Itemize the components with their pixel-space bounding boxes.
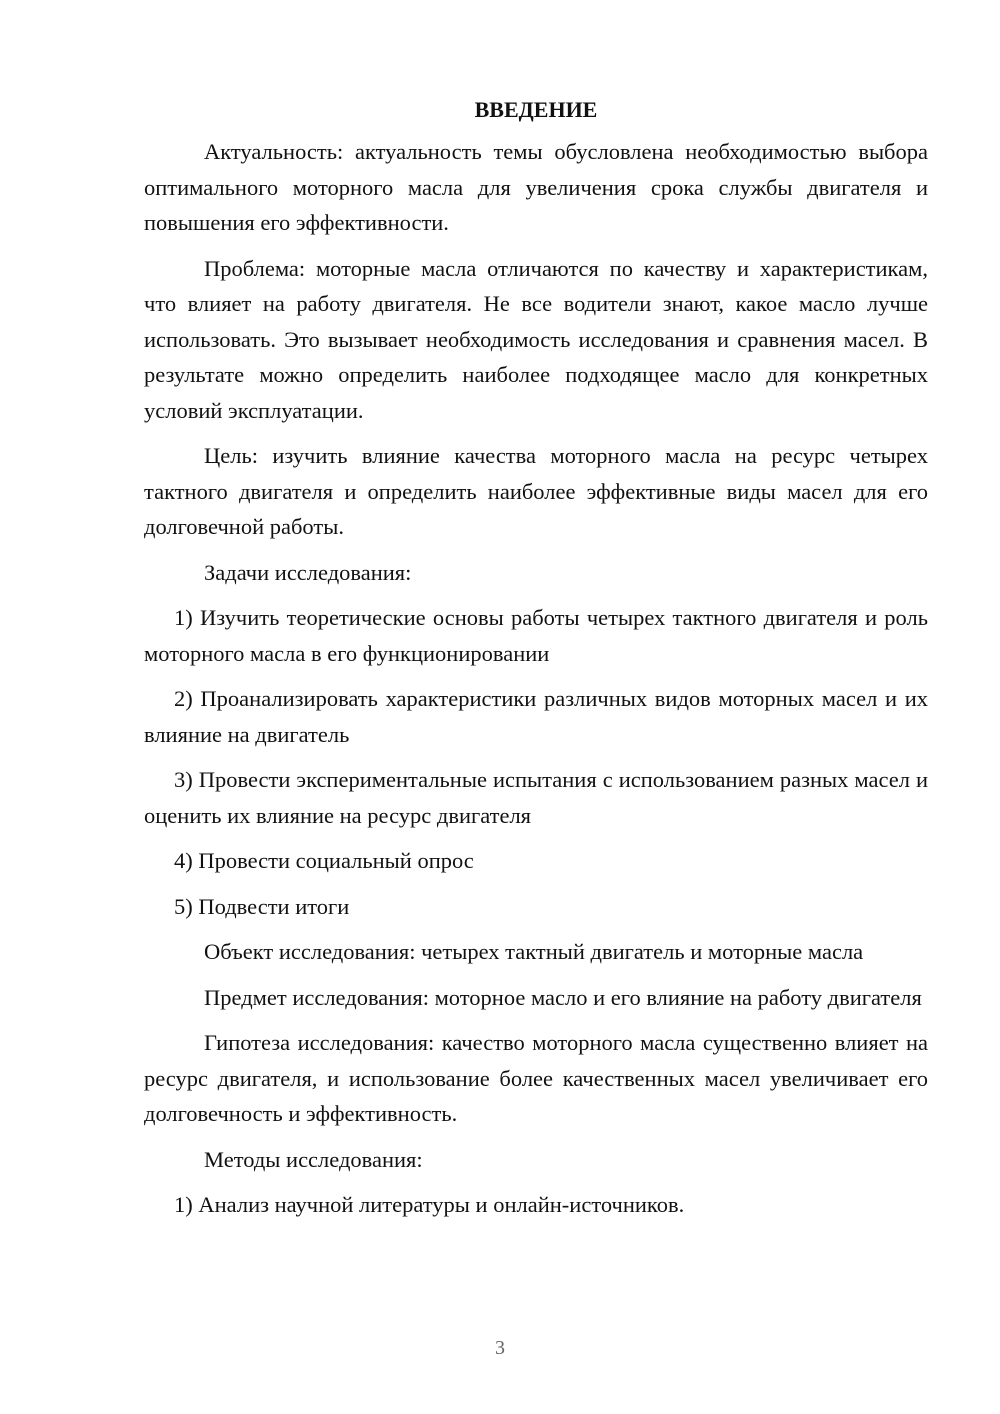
- paragraph-goal: Цель: изучить влияние качества моторного масла на ресурс четырех тактного двигателя и определить наиболее эффективные виды масел для его долговечной работы.: [144, 443, 928, 539]
- method-item-1: 1) Анализ научной литературы и онлайн-источников.: [174, 1192, 685, 1217]
- task-item-1: 1) Изучить теоретические основы работы четырех тактного двигателя и роль моторного масла в его функционировании: [144, 605, 928, 666]
- paragraph-hypothesis: Гипотеза исследования: качество моторного масла существенно влияет на ресурс двигателя, и использование более качественных масел увеличивает его долговечность и эффективность.: [144, 1030, 928, 1126]
- methods-heading: Методы исследования:: [204, 1146, 423, 1172]
- page-content: [144, 96, 928, 1233]
- task-item-5: 5) Подвести итоги: [174, 893, 350, 919]
- tasks-heading: Задачи исследования:: [204, 559, 412, 585]
- section-title: ВВЕДЕНИЕ: [474, 97, 598, 122]
- paragraph-object: Объект исследования: четырех тактный двигатель и моторные масла: [204, 939, 864, 964]
- paragraph-problem: Проблема: моторные масла отличаются по качеству и характеристикам, что влияет на работу двигателя. Не все водители знают, какое масло лучше использовать. Это вызывает необходимость исследования и сравнения масел. В результате можно определить наиболее подходящее масло для конкретных условий эксплуатации.: [144, 255, 928, 423]
- paragraph-relevance: Актуальность: актуальность темы обусловлена необходимостью выбора оптимального моторного масла для увеличения срока службы двигателя и повышения его эффективности.: [144, 139, 928, 235]
- page-number: 3: [495, 1337, 505, 1359]
- task-item-4: 4) Провести социальный опрос: [174, 848, 474, 873]
- task-item-2: 2) Проанализировать характеристики различных видов моторных масел и их влияние на двигатель: [144, 686, 928, 747]
- paragraph-subject: Предмет исследования: моторное масло и его влияние на работу двигателя: [204, 984, 922, 1010]
- task-item-3: 3) Провести экспериментальные испытания с использованием разных масел и оценить их влияние на ресурс двигателя: [144, 767, 928, 828]
